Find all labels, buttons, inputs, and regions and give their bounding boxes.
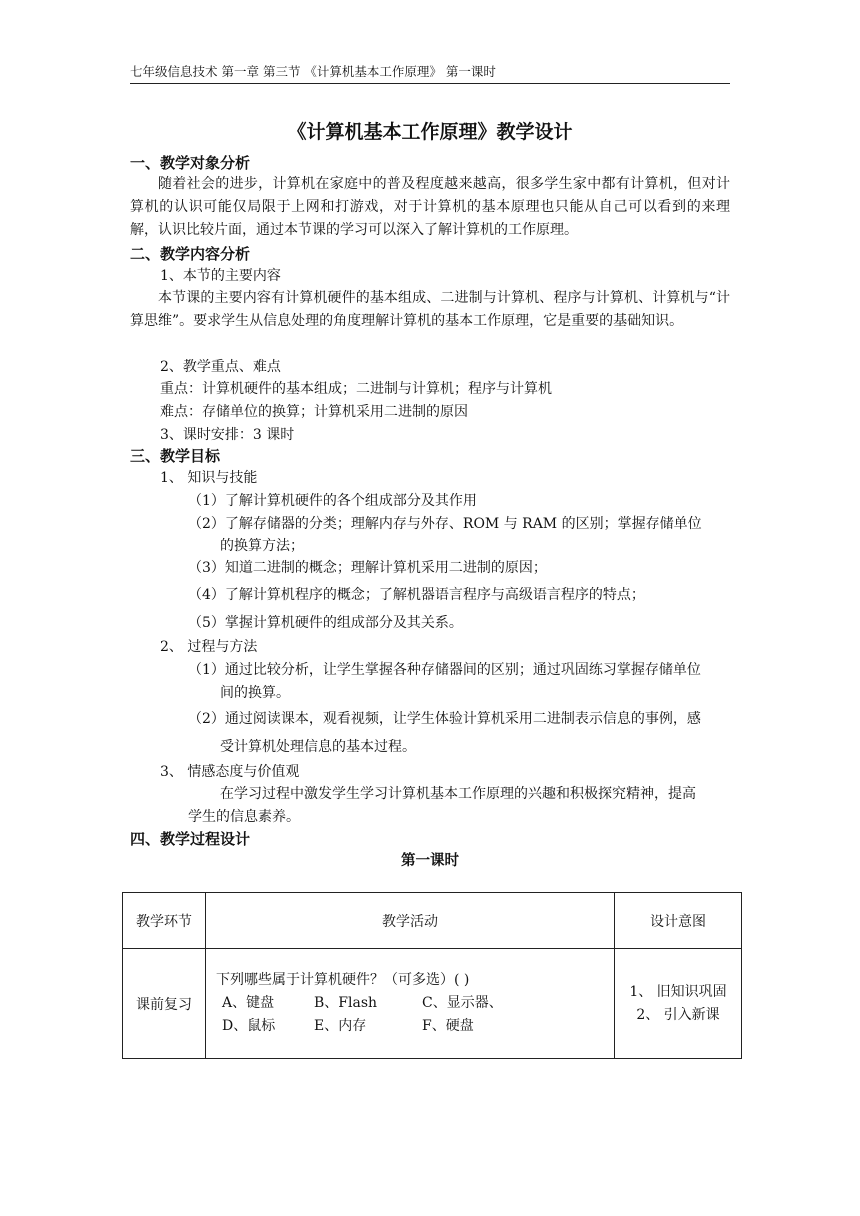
goal-process-1-cont: 间的换算。 <box>220 685 290 701</box>
table-header-intent: 设计意图 <box>615 893 742 949</box>
option-e: E、内存 <box>314 1018 367 1034</box>
document-title: 《计算机基本工作原理》教学设计 <box>287 121 573 143</box>
section-heading-3: 三、教学目标 <box>130 447 221 465</box>
stage-cell: 课前复习 <box>123 949 206 1059</box>
content-item-3: 3、课时安排：3 课时 <box>160 427 295 443</box>
goal-emotion-title: 3、 情感态度与价值观 <box>160 764 300 780</box>
table-header-stage: 教学环节 <box>123 893 206 949</box>
difficult-points: 难点：存储单位的换算；计算机采用二进制的原因 <box>160 404 468 420</box>
key-points: 重点：计算机硬件的基本组成；二进制与计算机；程序与计算机 <box>160 381 552 397</box>
table-header-activity: 教学活动 <box>206 893 615 949</box>
lesson-title: 第一课时 <box>401 853 459 869</box>
goal-process-title: 2、 过程与方法 <box>160 639 258 655</box>
options-row-1 <box>216 992 613 1015</box>
goal-process-2-cont: 受计算机处理信息的基本过程。 <box>220 739 416 755</box>
goal-process-1: （1）通过比较分析，让学生掌握各种存储器间的区别；通过巩固练习掌握存储单位 <box>188 662 701 678</box>
options-row-2 <box>216 1015 613 1038</box>
content-paragraph: 本节课的主要内容有计算机硬件的基本组成、二进制与计算机、程序与计算机、计算机与“计算思维”。要求学生从信息处理的角度理解计算机的基本工作原理，它是重要的基础知识。 <box>130 290 730 329</box>
table-row <box>123 949 742 1059</box>
content-item-1: 1、本节的主要内容 <box>160 268 281 284</box>
option-d: D、鼠标 <box>222 1018 276 1034</box>
page-header: 七年级信息技术 第一章 第三节 《计算机基本工作原理》 第一课时 <box>130 62 730 84</box>
intent-1: 1、 旧知识巩固 <box>629 983 727 1000</box>
section-1-paragraph: 随着社会的进步，计算机在家庭中的普及程度越来越高，很多学生家中都有计算机，但对计算机的认识可能仅局限于上网和打游戏，对于计算机的基本原理也只能从自己可以看到的来理解，认识比较片面，通过本节课的学习可以深入了解计算机的工作原理。 <box>130 176 730 238</box>
section-heading-2: 二、教学内容分析 <box>130 245 251 263</box>
intent-2: 2、 引入新课 <box>636 1006 720 1023</box>
option-b: B、Flash <box>314 995 378 1011</box>
content-item-2: 2、教学重点、难点 <box>160 359 281 375</box>
goal-knowledge-1: （1）了解计算机硬件的各个组成部分及其作用 <box>188 493 477 509</box>
lesson-table <box>122 892 742 1059</box>
section-heading-1: 一、教学对象分析 <box>130 154 251 172</box>
activity-cell <box>206 949 615 1059</box>
goal-knowledge-2: （2）了解存储器的分类；理解内存与外存、ROM 与 RAM 的区别；掌握存储单位 <box>188 516 702 532</box>
section-heading-4: 四、教学过程设计 <box>130 830 251 848</box>
intent-cell <box>615 949 742 1059</box>
goal-knowledge-5: （5）掌握计算机硬件的组成部分及其关系。 <box>188 615 463 631</box>
goal-process-2: （2）通过阅读课本，观看视频，让学生体验计算机采用二进制表示信息的事例，感 <box>188 711 701 727</box>
option-f: F、硬盘 <box>422 1018 474 1034</box>
table-header-row <box>123 893 742 949</box>
option-c: C、显示器、 <box>422 995 503 1011</box>
goal-emotion-1: 在学习过程中激发学生学习计算机基本工作原理的兴趣和积极探究精神，提高 <box>220 786 696 802</box>
review-question: 下列哪些属于计算机硬件？（可多选）( ) <box>216 972 470 988</box>
goal-knowledge-title: 1、 知识与技能 <box>160 470 258 486</box>
goal-knowledge-4: （4）了解计算机程序的概念；了解机器语言程序与高级语言程序的特点； <box>188 587 645 603</box>
goal-emotion-1-cont: 学生的信息素养。 <box>188 809 300 825</box>
goal-knowledge-2-cont: 的换算方法； <box>220 538 304 554</box>
option-a: A、键盘 <box>222 995 275 1011</box>
goal-knowledge-3: （3）知道二进制的概念；理解计算机采用二进制的原因； <box>188 560 547 576</box>
